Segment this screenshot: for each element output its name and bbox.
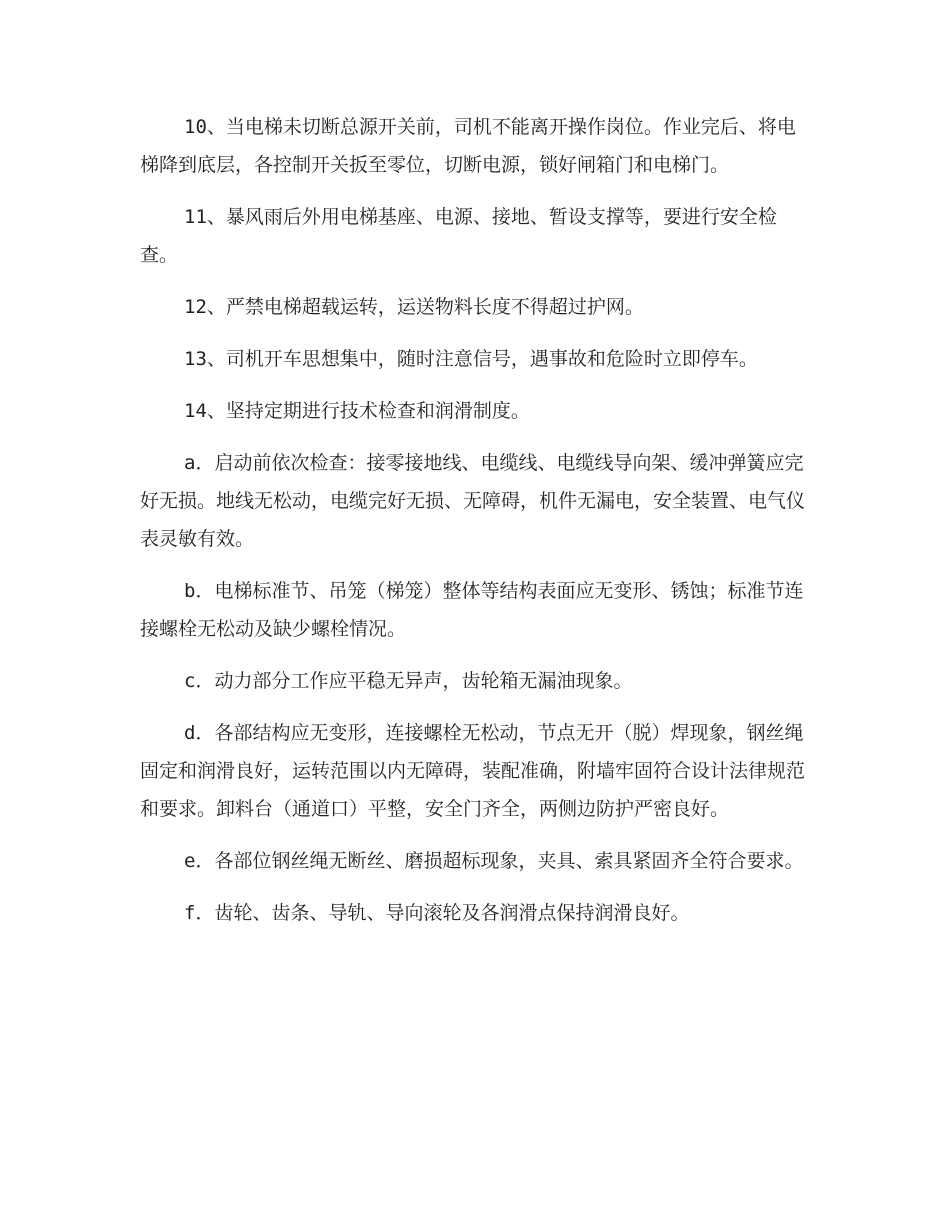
paragraph-subitem-b: b．电梯标准节、吊笼（梯笼）整体等结构表面应无变形、锈蚀；标准节连接螺栓无松动及缺少螺栓情况。 [140,580,804,640]
paragraph-subitem-c: c．动力部分工作应平稳无异声，齿轮箱无漏油现象。 [184,670,633,692]
paragraph-subitem-d: d．各部结构应无变形，连接螺栓无松动，节点无开（脱）焊现象，钢丝绳固定和润滑良好，运转范围以内无障碍，装配准确，附墙牢固符合设计法律规范和要求。卸料台（通道口）平整，安全门齐全，两侧边防护严密良好。 [140,722,806,820]
paragraph-subitem-f: f．齿轮、齿条、导轨、导向滚轮及各润滑点保持润滑良好。 [184,902,690,924]
paragraph-item-10: 10、当电梯未切断总源开关前，司机不能离开操作岗位。作业完后、将电梯降到底层，各控制开关扳至零位，切断电源，锁好闸箱门和电梯门。 [140,116,796,176]
paragraph-subitem-a: a．启动前依次检查：接零接地线、电缆线、电缆线导向架、缓冲弹簧应完好无损。地线无松动，电缆完好无损、无障碍，机件无漏电，安全装置、电气仪表灵敏有效。 [140,452,806,550]
paragraph-subitem-e: e．各部位钢丝绳无断丝、磨损超标现象，夹具、索具紧固齐全符合要求。 [184,850,804,872]
paragraph-item-12: 12、严禁电梯超载运转，运送物料长度不得超过护网。 [184,296,644,318]
paragraph-item-14: 14、坚持定期进行技术检查和润滑制度。 [184,400,530,422]
paragraph-item-13: 13、司机开车思想集中，随时注意信号，遇事故和危险时立即停车。 [184,348,758,370]
document-body [140,108,810,946]
paragraph-item-11: 11、暴风雨后外用电梯基座、电源、接地、暂设支撑等，要进行安全检查。 [140,206,777,266]
